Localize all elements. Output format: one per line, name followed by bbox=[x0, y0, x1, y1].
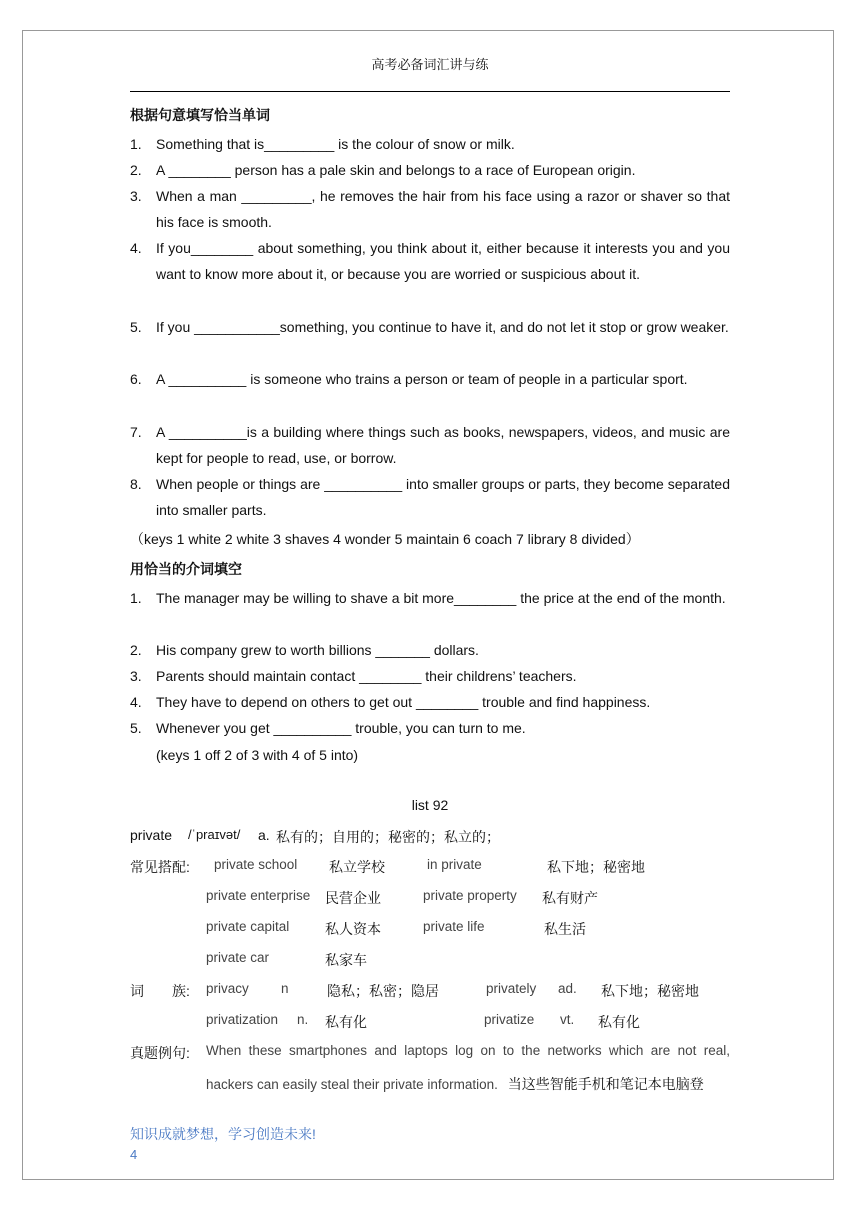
collocation-phrase: private capital bbox=[206, 919, 290, 934]
page-number: 4 bbox=[130, 1147, 138, 1162]
family-pos: n bbox=[281, 981, 289, 996]
collocation-phrase: in private bbox=[427, 857, 482, 872]
section2-heading: 用恰当的介词填空 bbox=[130, 561, 242, 577]
item-text: Whenever you get __________ trouble, you can turn to me. bbox=[156, 720, 526, 736]
header-rule bbox=[130, 91, 730, 92]
item-number: 2. bbox=[130, 162, 142, 178]
item-text: They have to depend on others to get out ________ trouble and find happiness. bbox=[156, 694, 651, 710]
item-number: 4. bbox=[130, 240, 142, 256]
family-word: privacy bbox=[206, 981, 249, 996]
item-number: 1. bbox=[130, 136, 142, 152]
collocation-phrase: private enterprise bbox=[206, 888, 311, 903]
item-text: When a man _________, he removes the hair from his face using a razor or shaver so that his face is smooth. bbox=[156, 188, 730, 230]
item-number: 5. bbox=[130, 319, 142, 335]
item-number: 1. bbox=[130, 590, 142, 606]
collocation-meaning: 私有财产 bbox=[542, 890, 598, 906]
collocations-label: 常见搭配: bbox=[130, 859, 190, 875]
example-english: hackers can easily steal their private information. bbox=[206, 1077, 498, 1092]
section1-heading: 根据句意填写恰当单词 bbox=[130, 107, 270, 123]
collocation-meaning: 私生活 bbox=[544, 921, 586, 937]
family-pos: vt. bbox=[560, 1012, 575, 1027]
item-number: 6. bbox=[130, 371, 142, 387]
collocation-meaning: 私立学校 bbox=[329, 859, 385, 875]
family-word: privatization bbox=[206, 1012, 279, 1027]
collocation-meaning: 私下地；秘密地 bbox=[547, 859, 645, 875]
header-title: 高考必备词汇讲与练 bbox=[371, 57, 489, 72]
list-title: list 92 bbox=[411, 797, 449, 813]
family-meaning: 私有化 bbox=[325, 1014, 367, 1030]
item-number: 7. bbox=[130, 424, 142, 440]
item-number: 8. bbox=[130, 476, 142, 492]
item-text: The manager may be willing to shave a bit more________ the price at the end of the month. bbox=[156, 590, 726, 606]
item-number: 3. bbox=[130, 668, 142, 684]
item-text: A ________ person has a pale skin and belongs to a race of European origin. bbox=[156, 162, 636, 178]
example-chinese: 当这些智能手机和笔记本电脑登 bbox=[507, 1076, 704, 1092]
item-text: A __________ is someone who trains a person or team of people in a particular sport. bbox=[156, 371, 688, 387]
family-meaning: 隐私；私密；隐居 bbox=[327, 983, 439, 999]
family-meaning: 私下地；秘密地 bbox=[601, 983, 699, 999]
example-sentence-line2 bbox=[206, 1074, 704, 1094]
family-meaning: 私有化 bbox=[598, 1014, 640, 1030]
collocation-meaning: 民营企业 bbox=[325, 890, 381, 906]
headword-meaning: 私有的；自用的；秘密的；私立的； bbox=[276, 829, 500, 845]
word-family-label: 词 族: bbox=[130, 983, 190, 999]
item-text: A __________is a building where things such as books, newspapers, videos, and music are kept for people to read, use, or borrow. bbox=[156, 424, 730, 466]
family-pos: n. bbox=[297, 1012, 309, 1027]
item-text: When people or things are __________ into smaller groups or parts, they become separated into smaller parts. bbox=[156, 476, 730, 518]
family-word: privatize bbox=[484, 1012, 535, 1027]
collocation-meaning: 私人资本 bbox=[325, 921, 381, 937]
phonetic: /ˈpraɪvət/ bbox=[188, 827, 241, 842]
collocation-phrase: private car bbox=[206, 950, 270, 965]
item-number: 3. bbox=[130, 188, 142, 204]
item-text: If you________ about something, you think about it, either because it interests you and you want to know more about it, or because you are worried or suspicious about it. bbox=[156, 240, 730, 282]
item-text: Parents should maintain contact ________ their childrens’ teachers. bbox=[156, 668, 577, 684]
headword: private bbox=[130, 827, 173, 843]
collocation-phrase: private life bbox=[423, 919, 485, 934]
section2-keys: (keys 1 off 2 of 3 with 4 of 5 into) bbox=[156, 747, 359, 763]
family-pos: ad. bbox=[558, 981, 577, 996]
item-number: 4. bbox=[130, 694, 142, 710]
section1-keys: （keys 1 white 2 white 3 shaves 4 wonder 5 maintain 6 coach 7 library 8 divided） bbox=[130, 531, 640, 547]
item-text: His company grew to worth billions _______ dollars. bbox=[156, 642, 479, 658]
item-text: If you ___________something, you continue to have it, and do not let it stop or grow weaker. bbox=[156, 319, 729, 335]
footer-motto: 知识成就梦想，学习创造未来! bbox=[130, 1126, 316, 1142]
item-number: 2. bbox=[130, 642, 142, 658]
family-word: privately bbox=[486, 981, 537, 996]
item-number: 5. bbox=[130, 720, 142, 736]
collocation-phrase: private school bbox=[214, 857, 298, 872]
item-text: Something that is_________ is the colour of snow or milk. bbox=[156, 136, 515, 152]
example-sentence-line1: When these smartphones and laptops log on to the networks which are not real, bbox=[206, 1043, 730, 1058]
part-of-speech: a. bbox=[258, 827, 270, 843]
collocation-phrase: private property bbox=[423, 888, 517, 903]
example-label: 真题例句: bbox=[130, 1045, 190, 1061]
collocation-meaning: 私家车 bbox=[325, 952, 367, 968]
